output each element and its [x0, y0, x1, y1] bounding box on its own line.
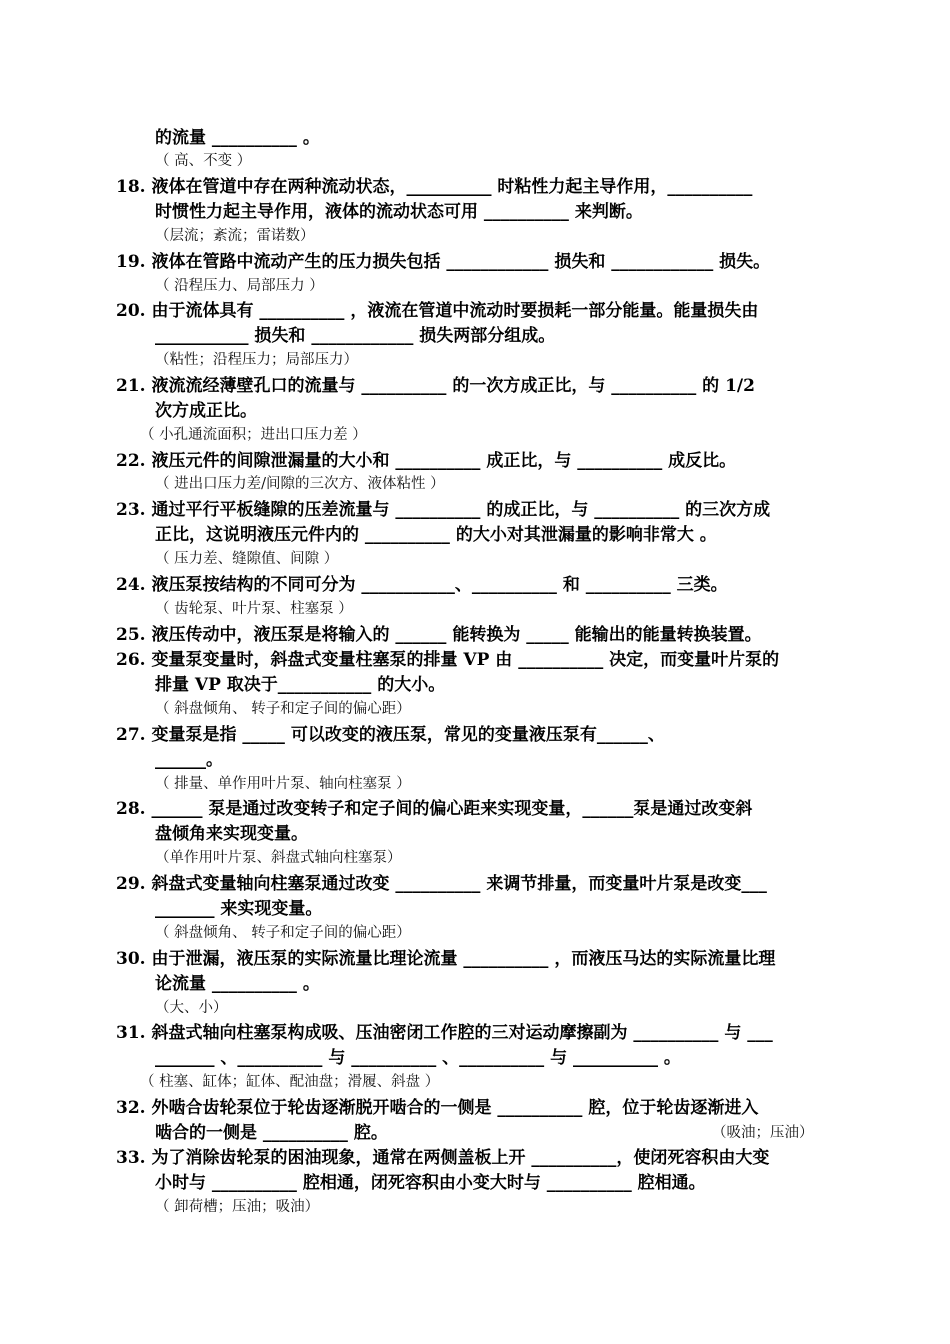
question-18-line-1: 18. 液体在管道中存在两种流动状态，__________ 时粘性力起主导作用，__________	[116, 177, 753, 197]
question-31-line-2: _______ 、__________ 与 __________ 、__________ 与 __________ 。	[155, 1048, 681, 1068]
answer-19: （ 沿程压力、局部压力 ）	[155, 278, 324, 294]
question-17-continuation: 的流量 __________ 。	[155, 128, 320, 148]
question-21-line-2: 次方成正比。	[155, 401, 257, 421]
answer-32: （吸油；压油）	[712, 1125, 814, 1141]
question-28-line-1: 28. ______ 泵是通过改变转子和定子间的偏心距来实现变量，______泵是通过改变斜	[116, 799, 753, 819]
answer-24: （ 齿轮泵、叶片泵、柱塞泵 ）	[155, 601, 353, 617]
answer-17: （ 高、不变 ）	[155, 153, 252, 169]
question-23-line-1: 23. 通过平行平板缝隙的压差流量与 __________ 的成正比，与 __________ 的三次方成	[116, 500, 771, 520]
question-30-line-2: 论流量 __________ 。	[155, 974, 320, 994]
question-31-line-1: 31. 斜盘式轴向柱塞泵构成吸、压油密闭工作腔的三对运动摩擦副为 __________ 与 ___	[116, 1023, 773, 1043]
question-33-line-1: 33. 为了消除齿轮泵的困油现象，通常在两侧盖板上开 __________，使闭死容积由大变	[116, 1148, 770, 1168]
question-26-line-1: 26. 变量泵变量时，斜盘式变量柱塞泵的排量 VP 由 __________ 决定，而变量叶片泵的	[116, 650, 780, 670]
question-21-line-1: 21. 液流流经薄壁孔口的流量与 __________ 的一次方成正比，与 __________ 的 1/2	[116, 376, 755, 396]
answer-28: （单作用叶片泵、斜盘式轴向柱塞泵）	[155, 850, 402, 866]
question-32-line-1: 32. 外啮合齿轮泵位于轮齿逐渐脱开啮合的一侧是 __________ 腔，位于轮齿逐渐进入	[116, 1098, 759, 1118]
question-29-line-2: _______ 来实现变量。	[155, 899, 323, 919]
question-24: 24. 液压泵按结构的不同可分为 ___________、__________ 和 __________ 三类。	[116, 575, 728, 595]
question-33-line-2: 小时与 __________ 腔相通，闭死容积由小变大时与 __________ 腔相通。	[155, 1173, 706, 1193]
question-22: 22. 液压元件的间隙泄漏量的大小和 __________ 成正比，与 __________ 成反比。	[116, 451, 737, 471]
question-18-line-2: 时惯性力起主导作用，液体的流动状态可用 __________ 来判断。	[155, 202, 643, 222]
answer-29: （ 斜盘倾角、 转子和定子间的偏心距）	[155, 925, 411, 941]
question-23-line-2: 正比，这说明液压元件内的 __________ 的大小对其泄漏量的影响非常大 。	[155, 525, 717, 545]
question-30-line-1: 30. 由于泄漏，液压泵的实际流量比理论流量 __________ ，而液压马达的实际流量比理	[116, 949, 776, 969]
answer-26: （ 斜盘倾角、 转子和定子间的偏心距）	[155, 701, 411, 717]
answer-20: （粘性；沿程压力；局部压力）	[155, 352, 358, 368]
question-19: 19. 液体在管路中流动产生的压力损失包括 ____________ 损失和 ____________ 损失。	[116, 252, 771, 272]
answer-22: （ 进出口压力差/间隙的三次方、液体粘性 ）	[155, 476, 445, 492]
answer-23: （ 压力差、缝隙值、间隙 ）	[155, 551, 339, 567]
question-20-line-2: ___________ 损失和 ____________ 损失两部分组成。	[155, 326, 556, 346]
question-27-line-2: ______。	[155, 750, 223, 770]
question-26-line-2: 排量 VP 取决于___________ 的大小。	[155, 675, 446, 695]
answer-27: （ 排量、单作用叶片泵、轴向柱塞泵 ）	[155, 776, 411, 792]
question-27-line-1: 27. 变量泵是指 _____ 可以改变的液压泵，常见的变量液压泵有______、	[116, 725, 665, 745]
answer-31: （ 柱塞、缸体；缸体、配油盘；滑履、斜盘 ）	[140, 1074, 440, 1090]
question-20-line-1: 20. 由于流体具有 __________ ，液流在管道中流动时要损耗一部分能量。能量损失由	[116, 301, 759, 321]
answer-21: （ 小孔通流面积；进出口压力差 ）	[140, 427, 367, 443]
question-29-line-1: 29. 斜盘式变量轴向柱塞泵通过改变 __________ 来调节排量，而变量叶片泵是改变___	[116, 874, 767, 894]
question-25: 25. 液压传动中，液压泵是将输入的 ______ 能转换为 _____ 能输出的能量转换装置。	[116, 625, 762, 645]
question-32-line-2: 啮合的一侧是 __________ 腔。	[155, 1123, 388, 1143]
question-28-line-2: 盘倾角来实现变量。	[155, 824, 308, 844]
answer-18: （层流；紊流；雷诺数）	[155, 228, 315, 244]
answer-33: （ 卸荷槽；压油；吸油）	[155, 1199, 320, 1215]
answer-30: （大、小）	[155, 1000, 228, 1016]
